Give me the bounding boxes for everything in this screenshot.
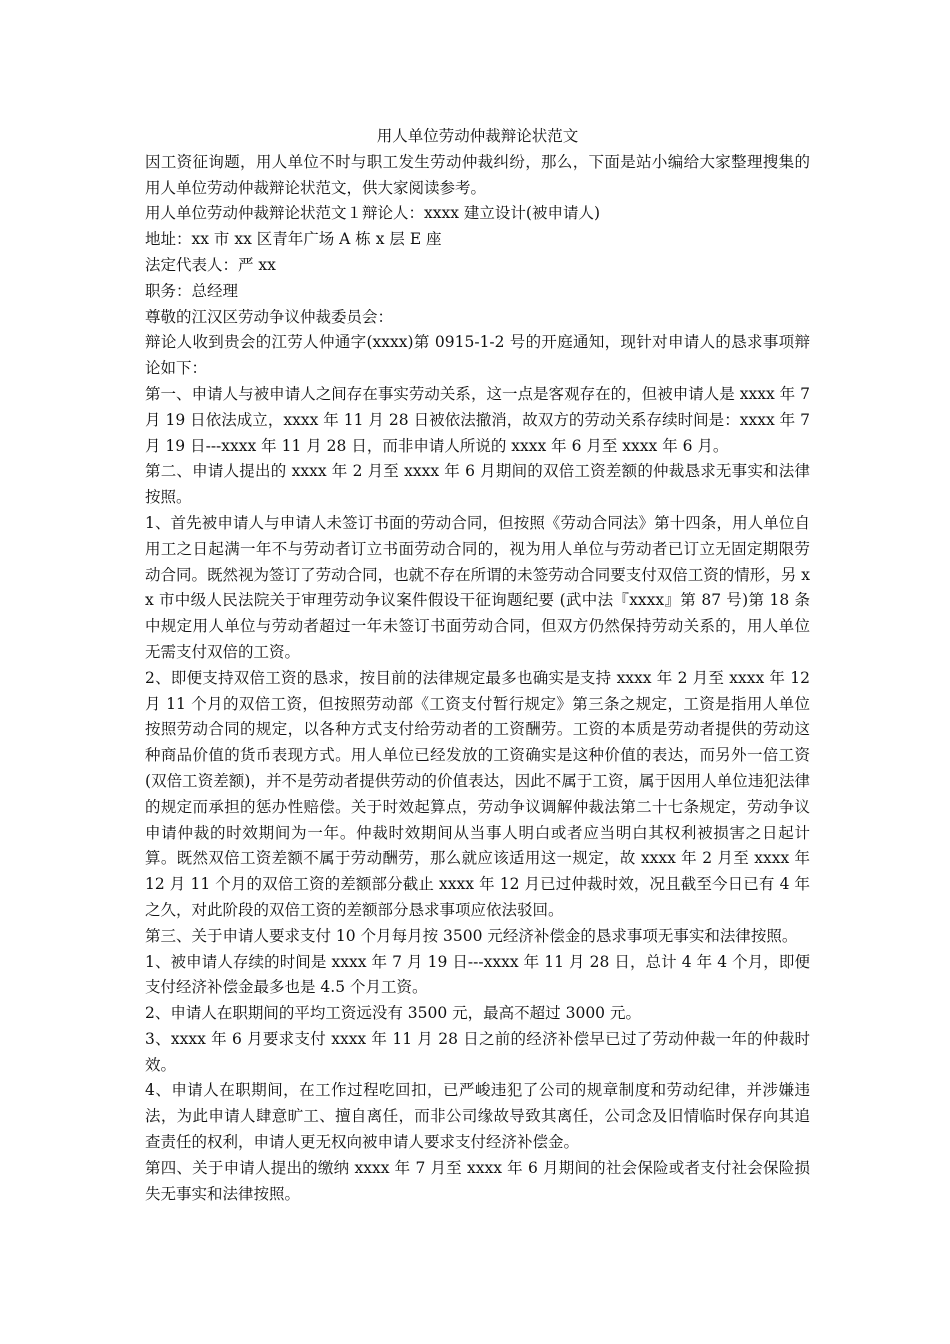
point-two-item-1: 1、首先被申请人与申请人未签订书面的劳动合同，但按照《劳动合同法》第十四条，用人单位自用工之日起满一年不与劳动者订立书面劳动合同的，视为用人单位与劳动者已订立无固定期限劳动合同。既然视为签订了劳动合同，也就不存在所谓的未签劳动合同要支付双倍工资的情形，另 xx 市中级人民法院关于审理劳动争议案件假设干征询题纪要 (武中法『xxxx』第 87 号)第 18 条中规定用人单位与劳动者超过一年未签订书面劳动合同，但双方仍然保持劳动关系的，用人单位无需支付双倍的工资。 — [145, 513, 810, 661]
point-three-item-2: 2、申请人在职期间的平均工资远没有 3500 元，最高不超过 3000 元。 — [145, 1004, 641, 1023]
notice-paragraph: 辩论人收到贵会的江劳人仲通字(xxxx)第 0915-1-2 号的开庭通知，现针对申请人的恳求事项辩论如下： — [145, 333, 810, 378]
point-three-item-3: 3、xxxx 年 6 月要求支付 xxxx 年 11 月 28 日之前的经济补偿早已过了劳动仲裁一年的仲裁时效。 — [145, 1029, 810, 1074]
point-three-item-4: 4、申请人在职期间，在工作过程吃回扣，已严峻违犯了公司的规章制度和劳动纪律，并涉嫌违法，为此申请人肆意旷工、擅自离任，而非公司缘故导致其离任，公司念及旧情临时保存向其追查责任的权利，申请人更无权向被申请人要求支付经济补偿金。 — [145, 1081, 810, 1152]
intro-paragraph: 因工资征询题，用人单位不时与职工发生劳动仲裁纠纷，那么，下面是站小编给大家整理搜集的用人单位劳动仲裁辩论状范文，供大家阅读参考。 — [145, 152, 810, 197]
salutation-line: 尊敬的江汉区劳动争议仲裁委员会： — [145, 307, 394, 326]
defendant-line: 用人单位劳动仲裁辩论状范文１辩论人：xxxx 建立设计(被申请人) — [145, 204, 600, 223]
point-four-paragraph: 第四、关于申请人提出的缴纳 xxxx 年 7 月至 xxxx 年 6 月期间的社会保险或者支付社会保险损失无事实和法律按照。 — [145, 1158, 810, 1203]
point-one-paragraph: 第一、申请人与被申请人之间存在事实劳动关系，这一点是客观存在的，但被申请人是 xxxx 年 7 月 19 日依法成立，xxxx 年 11 月 28 日被依法撤消，故双方的劳动关系存续时间是：xxxx 年 7 月 19 日---xxxx 年 11 月 28 日，而非申请人所说的 xxxx 年 6 月至 xxxx 年 6 月。 — [145, 384, 810, 455]
document-title: 用人单位劳动仲裁辩论状范文 — [376, 127, 579, 145]
point-two-item-2: 2、即便支持双倍工资的恳求，按目前的法律规定最多也确实是支持 xxxx 年 2 月至 xxxx 年 12 月 11 个月的双倍工资，但按照劳动部《工资支付暂行规定》第三条之规定，工资是指用人单位按照劳动合同的规定，以各种方式支付给劳动者的工资酬劳。工资的本质是劳动者提供的劳动这种商品价值的货币表现方式。用人单位已经发放的工资确实是这种价值的表达，而另外一倍工资(双倍工资差额)，并不是劳动者提供劳动的价值表达，因此不属于工资，属于因用人单位违犯法律的规定而承担的惩办性赔偿。关于时效起算点，劳动争议调解仲裁法第二十七条规定，劳动争议申请仲裁的时效期间为一年。仲裁时效期间从当事人明白或者应当明白其权利被损害之日起计算。既然双倍工资差额不属于劳动酬劳，那么就应该适用这一规定，故 xxxx 年 2 月至 xxxx 年 12 月 11 个月的双倍工资的差额部分截止 xxxx 年 12 月已过仲裁时效，况且截至今日已有 4 年之久，对此阶段的双倍工资的差额部分恳求事项应依法驳回。 — [145, 668, 810, 919]
position-line: 职务：总经理 — [145, 281, 239, 300]
point-two-paragraph: 第二、申请人提出的 xxxx 年 2 月至 xxxx 年 6 月期间的双倍工资差额的仲裁恳求无事实和法律按照。 — [145, 462, 810, 507]
document-body — [145, 124, 810, 1207]
address-line: 地址：xx 市 xx 区青年广场 A 栋 x 层 E 座 — [145, 230, 442, 249]
point-three-item-1: 1、被申请人存续的时间是 xxxx 年 7 月 19 日---xxxx 年 11 月 28 日，总计 4 年 4 个月，即便支付经济补偿金最多也是 4.5 个月工资。 — [145, 952, 810, 997]
point-three-paragraph: 第三、关于申请人要求支付 10 个月每月按 3500 元经济补偿金的恳求事项无事实和法律按照。 — [145, 926, 798, 945]
legal-representative-line: 法定代表人：严 xx — [145, 255, 276, 274]
